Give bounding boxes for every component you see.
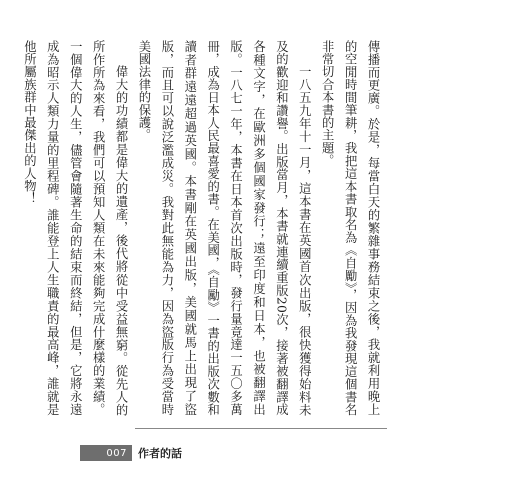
page-number-tab: [80, 445, 132, 461]
paragraph-3: 偉大的功績都是偉大的遺產，後代將從中受益無窮。從先人的所作所為來看，我們可以預知人類在未來能夠完成什麼樣的業績。一個偉大的人生，儘管會隨著生命的結束而終結，但是，它將永遠成為昭示人類力量的里程碑。誰能登上人生職責的最高峰，誰就是他所屬族群中最傑出的人物！: [22, 40, 129, 416]
paragraph-1: 傳播而更廣。於是，每當白天的繁雜事務結束之後，我就利用晚上的空閒時間筆耕，我把這本書取名為《自勵》，因為我發現這個書名非常切合本書的主題。: [320, 40, 380, 416]
body-text: [18, 40, 385, 416]
running-section-title: 作者的話: [138, 447, 182, 460]
paragraph-2: 一八五九年十一月，這本書在英國首次出版，很快獲得始料未及的歡迎和讚譽。出版當月，本書就連續重版20次，接著被翻譯成各種文字，在歐洲多個國家發行；遠至印度和日本，也被翻譯出版。一八七一年，本書在日本首次出版時，發行量竟達一五〇多萬冊，成為日本人民最喜愛的書。在美國，《自勵》一書的出版次數和讀者群遠遠超過英國。本書剛在英國出版，美國就馬上出現了盜版，而且可以說泛濫成災。我對此無能為力，因為盜版行為受當時美國法律的保護。: [136, 40, 312, 416]
page-footer: [80, 445, 388, 461]
footer-divider: [135, 428, 387, 429]
page-number: 007: [106, 447, 127, 459]
